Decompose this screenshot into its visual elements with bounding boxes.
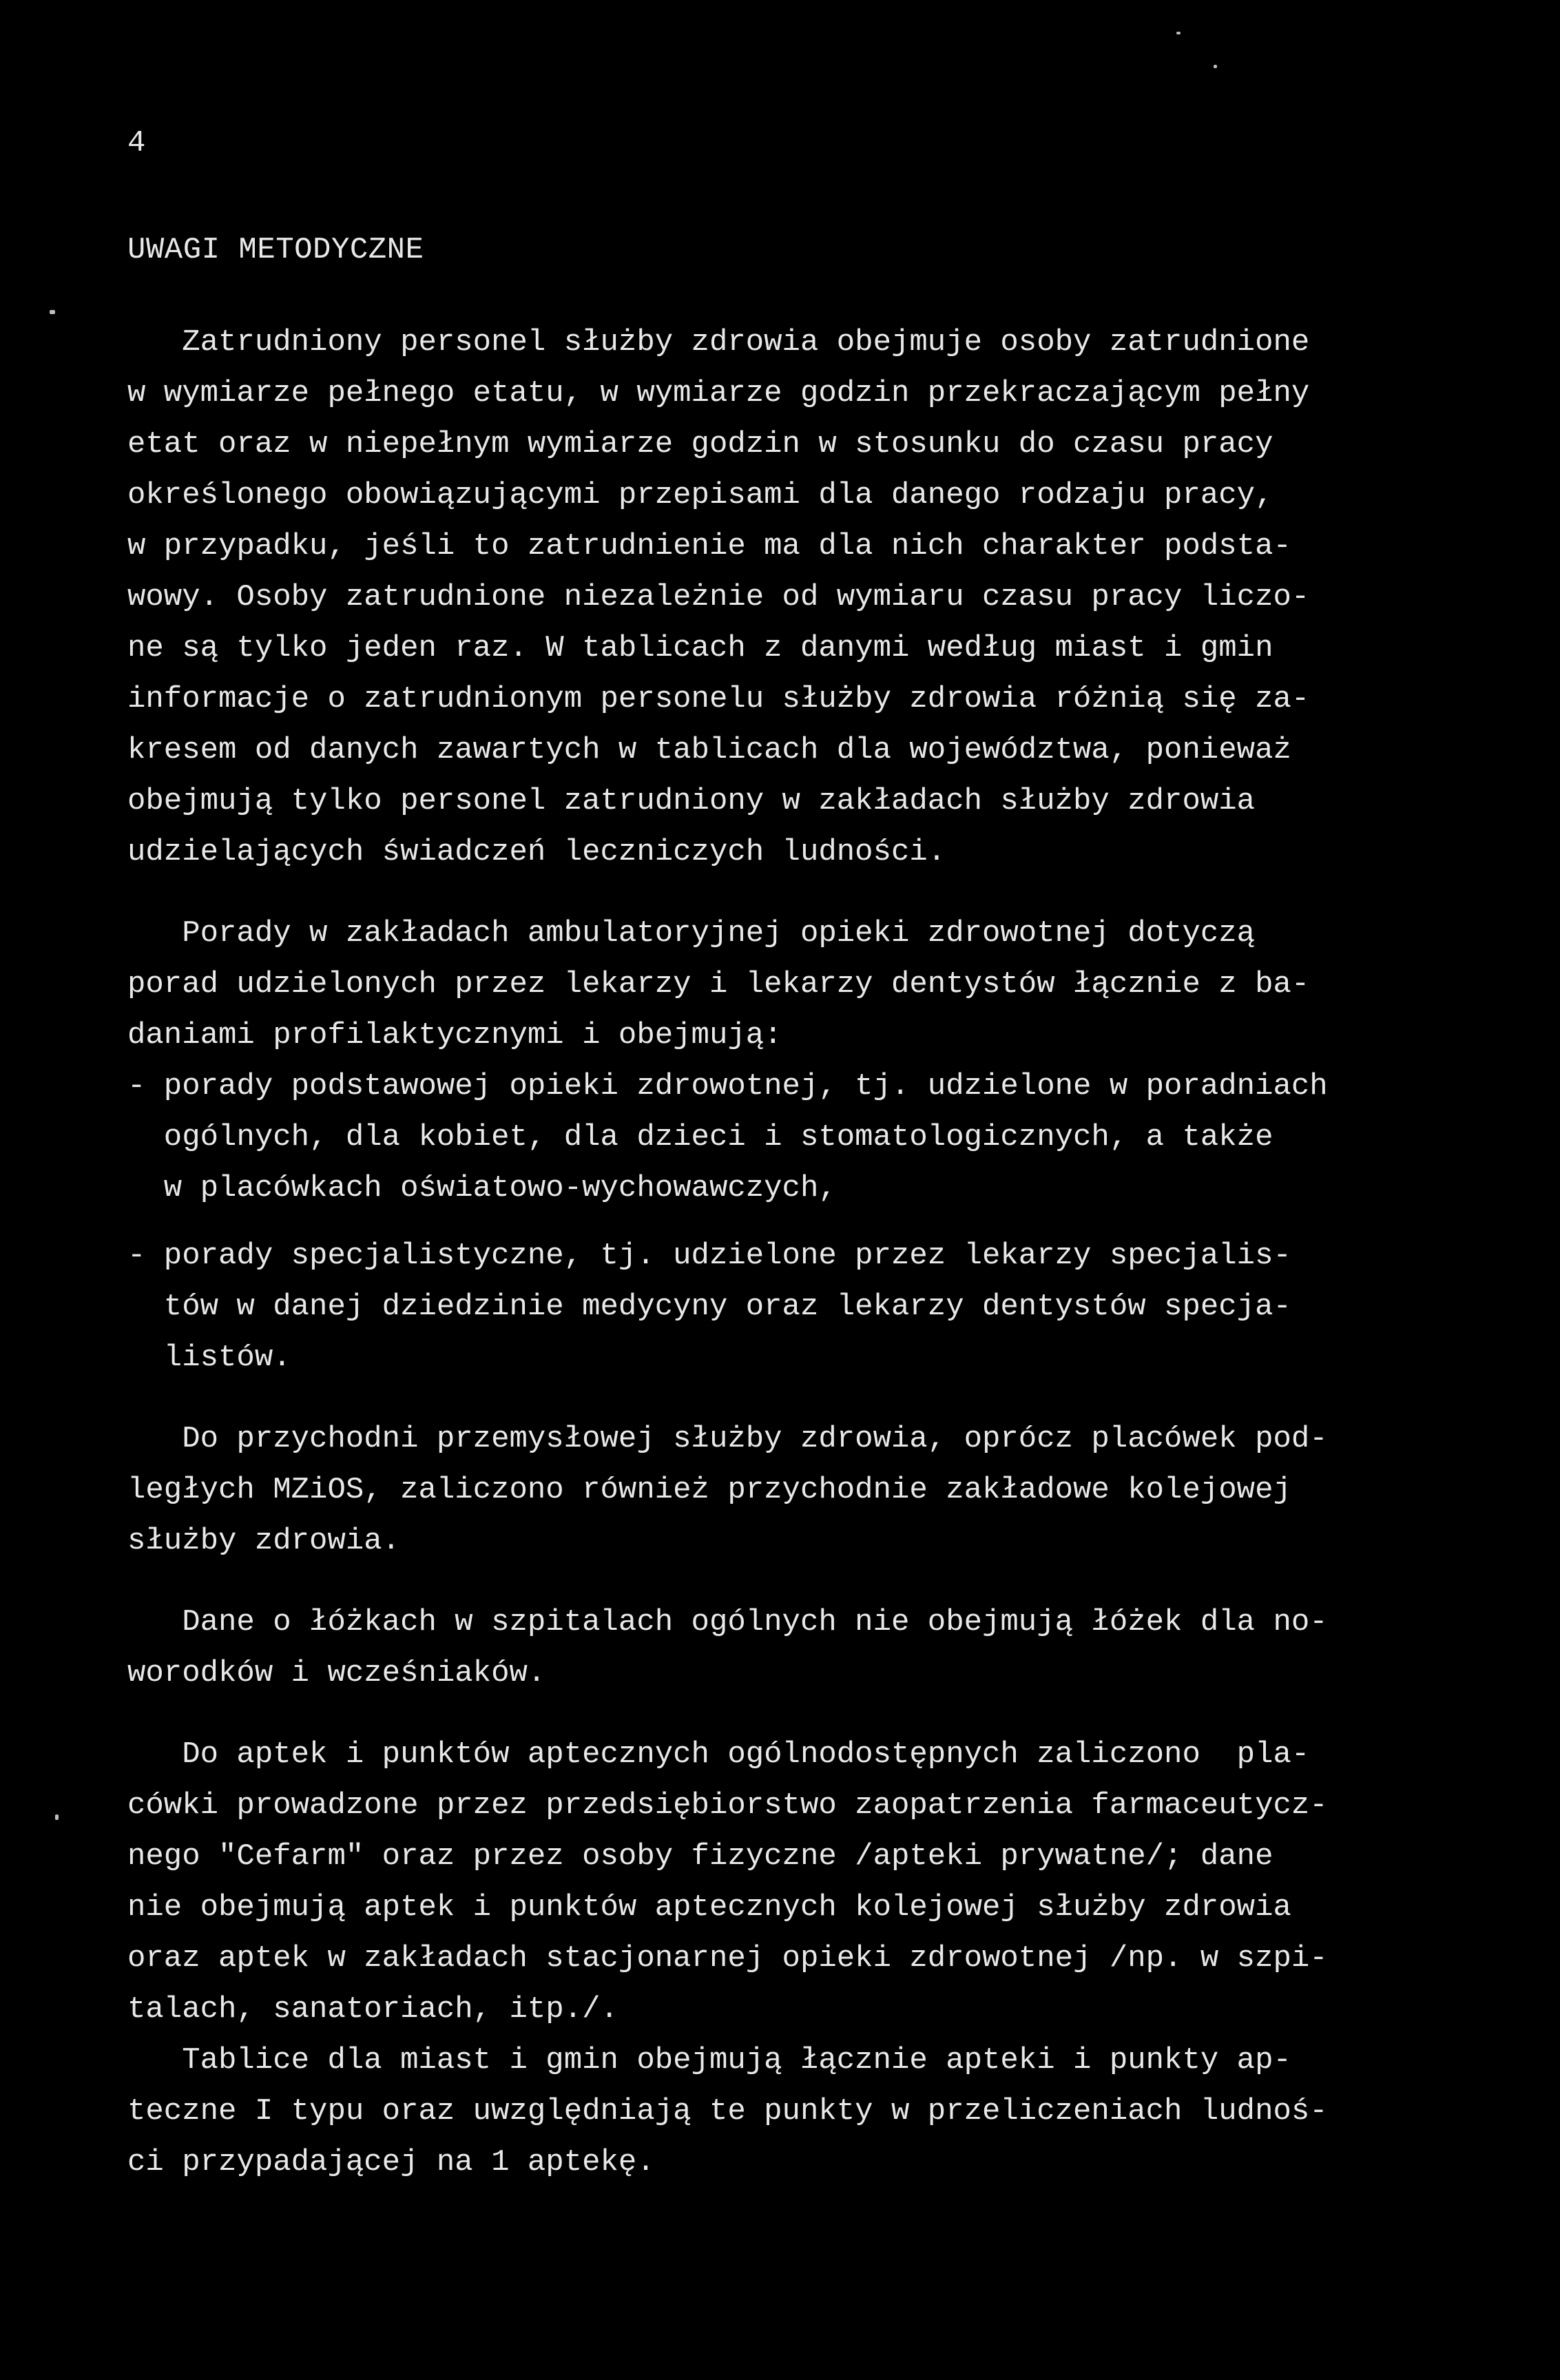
text-line: daniami profilaktycznymi i obejmują: <box>127 1018 782 1053</box>
text-line: określonego obowiązującymi przepisami dla danego rodzaju pracy, <box>127 478 1273 513</box>
text-line: Tablice dla miast i gmin obejmują łącznie apteki i punkty ap- <box>127 2043 1291 2078</box>
text-line: informacje o zatrudnionym personelu służby zdrowia różnią się za- <box>127 682 1310 716</box>
text-line: ne są tylko jeden raz. W tablicach z danymi według miast i gmin <box>127 631 1273 665</box>
text-line: nie obejmują aptek i punktów aptecznych kolejowej służby zdrowia <box>127 1890 1291 1925</box>
text-line: ci przypadającej na 1 aptekę. <box>127 2145 655 2180</box>
text-line: worodków i wcześniaków. <box>127 1656 546 1690</box>
list-item: - porady specjalistyczne, tj. udzielone przez lekarzy specjalis- <box>127 1239 1291 1273</box>
text-line: kresem od danych zawartych w tablicach dla województwa, ponieważ <box>127 733 1291 767</box>
text-line: wowy. Osoby zatrudnione niezależnie od wymiaru czasu pracy liczo- <box>127 580 1310 614</box>
text-line: teczne I typu oraz uwzględniają te punkty w przeliczeniach ludnoś- <box>127 2094 1328 2129</box>
list-item-continuation: tów w danej dziedzinie medycyny oraz lekarzy dentystów specja- <box>127 1290 1291 1324</box>
paragraph-consultations <box>127 908 1498 1214</box>
text-line: nego "Cefarm" oraz przez osoby fizyczne /apteki prywatne/; dane <box>127 1839 1273 1874</box>
text-line: Zatrudniony personel służby zdrowia obejmuje osoby zatrudnione <box>127 325 1310 360</box>
list-item-continuation: listów. <box>127 1341 291 1375</box>
text-line: Porady w zakładach ambulatoryjnej opieki zdrowotnej dotyczą <box>127 916 1256 951</box>
text-line: etat oraz w niepełnym wymiarze godzin w stosunku do czasu pracy <box>127 427 1273 462</box>
text-line: służby zdrowia. <box>127 1524 401 1558</box>
paragraph-clinics <box>127 1414 1498 1566</box>
paragraph-specialist <box>127 1230 1498 1383</box>
list-item-continuation: ogólnych, dla kobiet, dla dzieci i stomatologicznych, a także <box>127 1120 1273 1155</box>
page-number: 4 <box>127 126 146 161</box>
text-line: w przypadku, jeśli to zatrudnienie ma dla nich charakter podsta- <box>127 529 1291 563</box>
text-line: ległych MZiOS, zaliczono również przychodnie zakładowe kolejowej <box>127 1473 1291 1507</box>
text-line: udzielających świadczeń leczniczych ludności. <box>127 835 946 869</box>
section-heading: UWAGI METODYCZNE <box>127 233 424 267</box>
text-line: Dane o łóżkach w szpitalach ogólnych nie obejmują łóżek dla no- <box>127 1605 1328 1639</box>
list-item-continuation: w placówkach oświatowo-wychowawczych, <box>127 1171 837 1205</box>
text-line: Do aptek i punktów aptecznych ogólnodostępnych zaliczono pla- <box>127 1737 1310 1772</box>
list-item: - porady podstawowej opieki zdrowotnej, tj. udzielone w poradniach <box>127 1069 1328 1104</box>
scan-speck <box>1214 65 1217 68</box>
text-line: w wymiarze pełnego etatu, w wymiarze godzin przekraczającym pełny <box>127 376 1310 411</box>
text-line: talach, sanatoriach, itp./. <box>127 1992 618 2027</box>
paragraph-pharmacies <box>127 1729 1498 2188</box>
scan-speck <box>55 1814 59 1820</box>
text-line: Do przychodni przemysłowej służby zdrowia, oprócz placówek pod- <box>127 1422 1328 1456</box>
text-line: obejmują tylko personel zatrudniony w zakładach służby zdrowia <box>127 784 1256 818</box>
text-line: porad udzielonych przez lekarzy i lekarzy dentystów łącznie z ba- <box>127 967 1310 1002</box>
scan-speck <box>1176 32 1181 34</box>
paragraph-staff <box>127 317 1498 878</box>
text-line: oraz aptek w zakładach stacjonarnej opieki zdrowotnej /np. w szpi- <box>127 1941 1328 1976</box>
body-text <box>127 317 1498 2188</box>
scan-speck <box>50 310 55 314</box>
paragraph-beds <box>127 1597 1498 1699</box>
text-line: cówki prowadzone przez przedsiębiorstwo zaopatrzenia farmaceutycz- <box>127 1788 1328 1823</box>
